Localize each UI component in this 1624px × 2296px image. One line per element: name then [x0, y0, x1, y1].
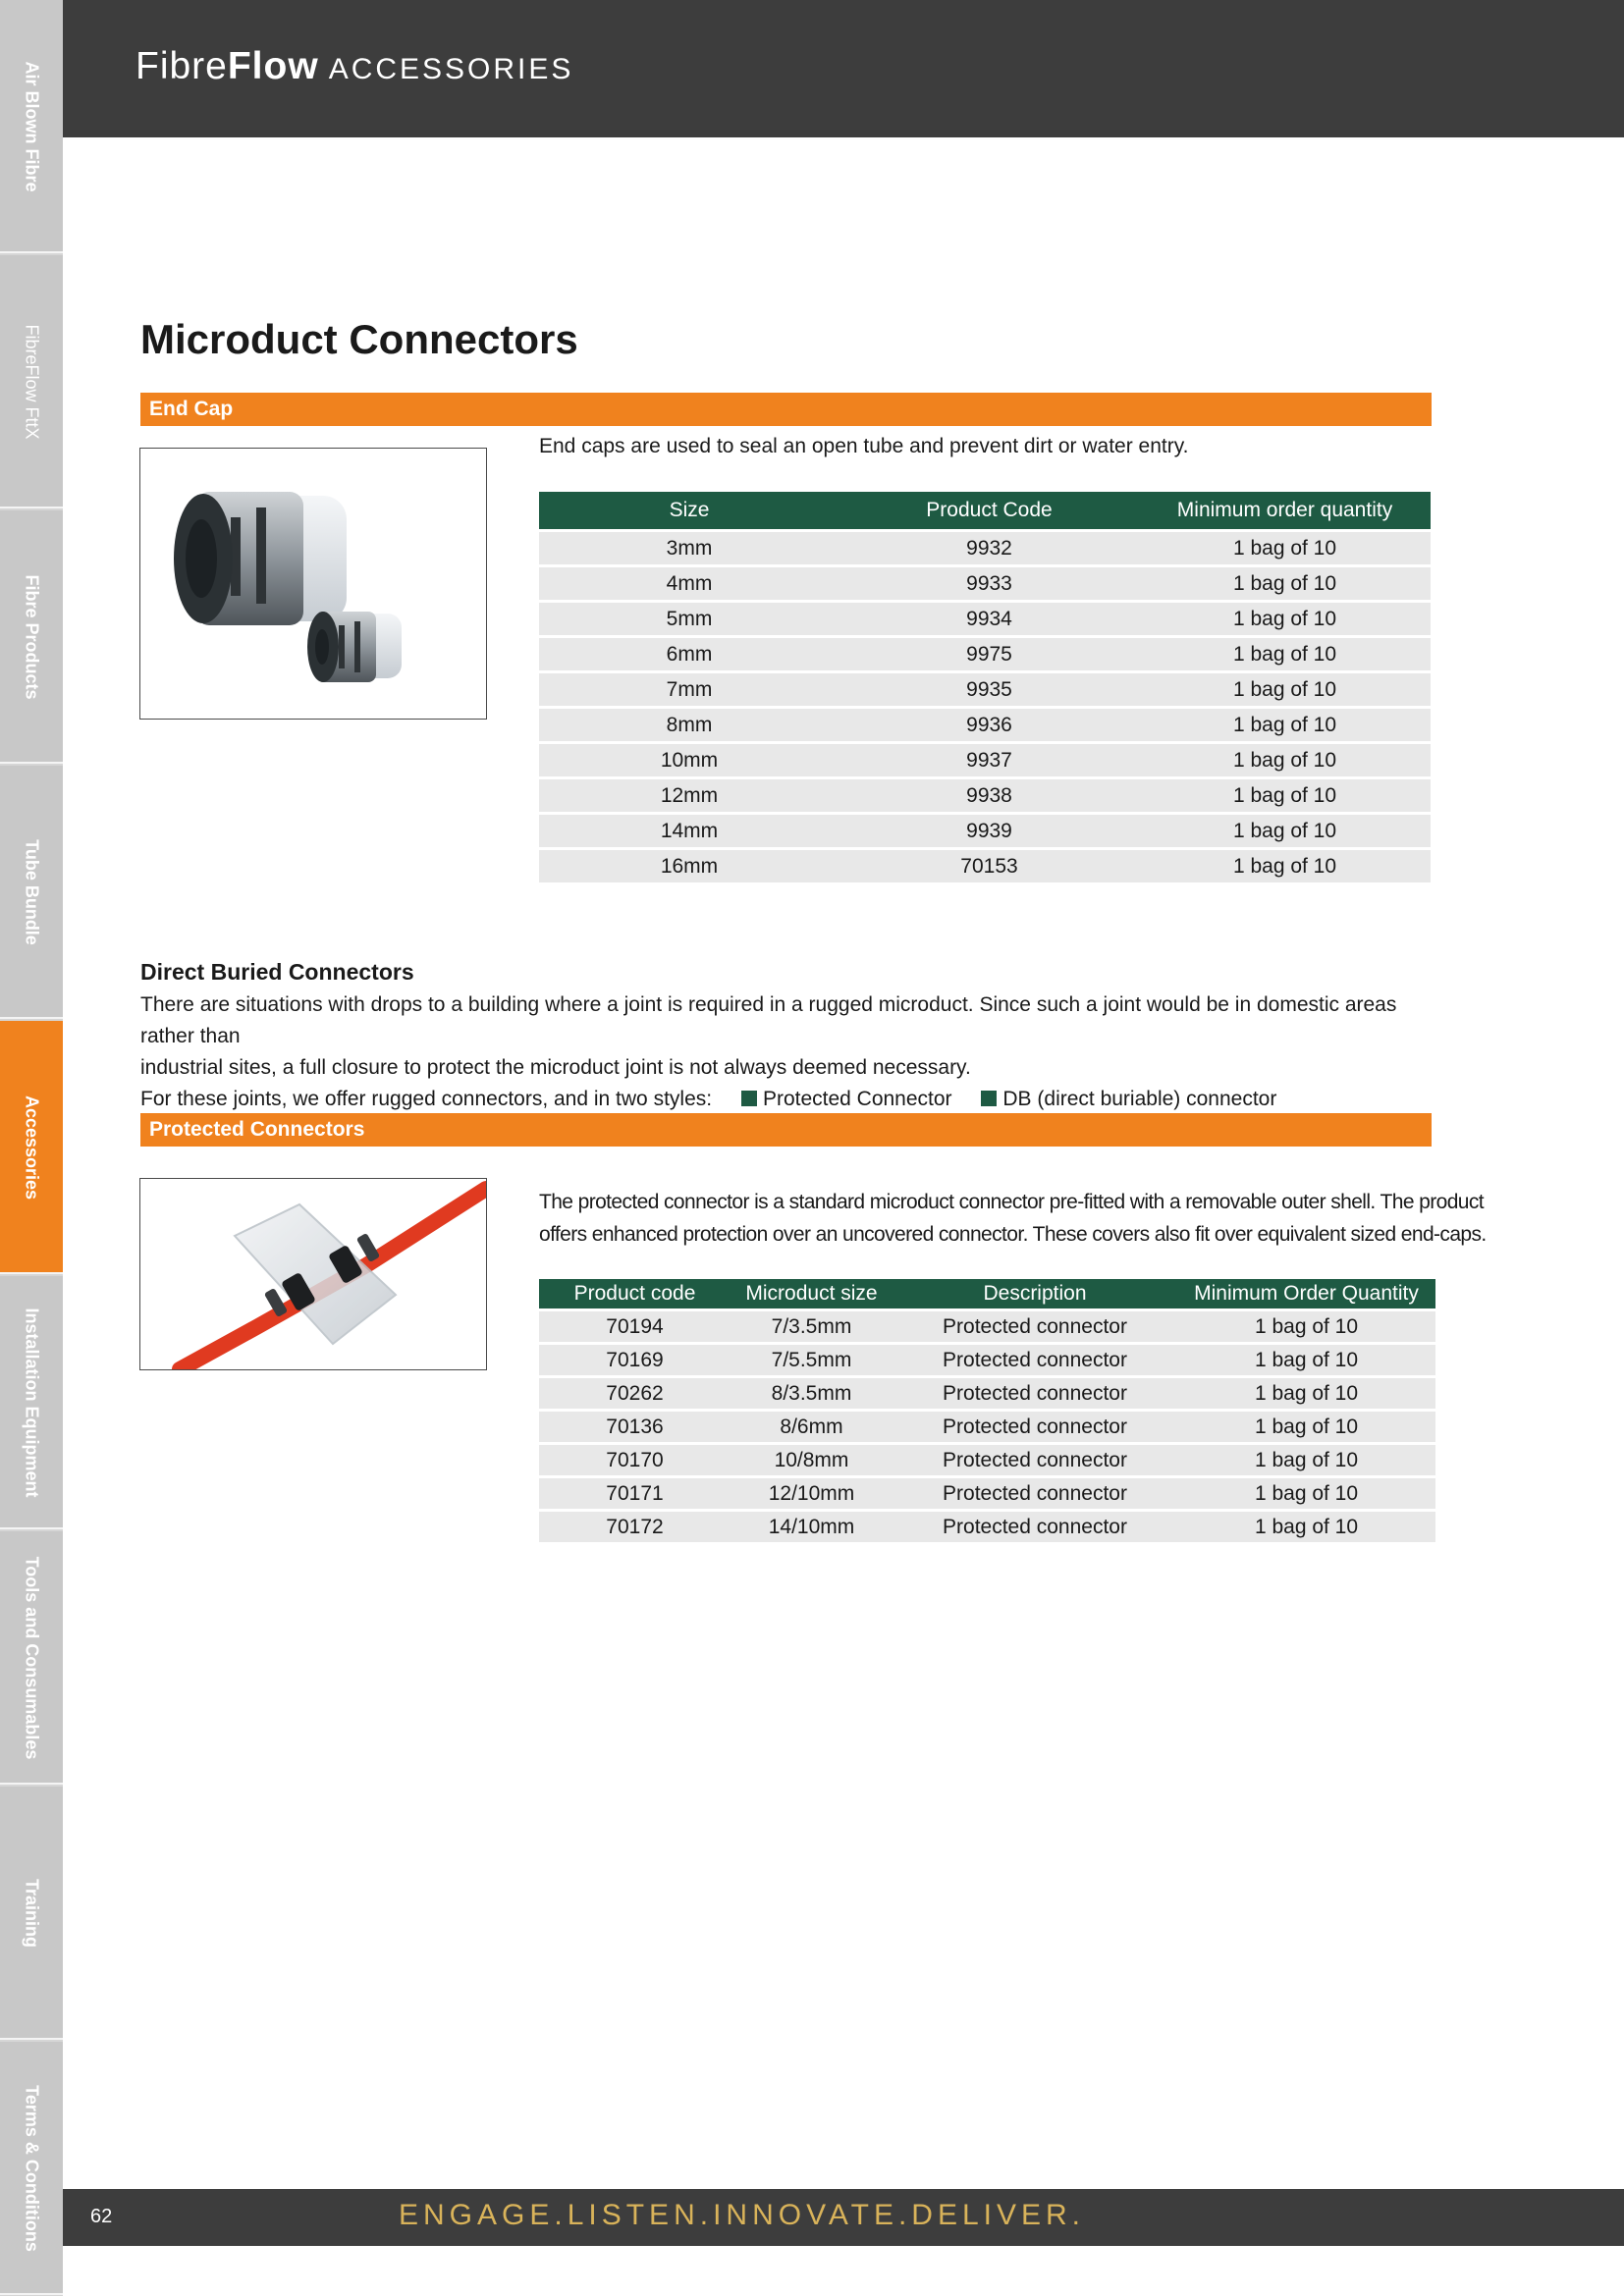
- table-row: [539, 1345, 1435, 1375]
- table-cell: 1 bag of 10: [1177, 1512, 1435, 1542]
- table-row: [539, 673, 1431, 706]
- table-cell: 8/6mm: [731, 1412, 893, 1442]
- table-cell: Protected connector: [893, 1378, 1177, 1409]
- table-cell: 1 bag of 10: [1139, 779, 1431, 812]
- column-header: Microduct size: [731, 1279, 893, 1308]
- style-option-protected: [741, 1088, 952, 1110]
- table-row: [539, 779, 1431, 812]
- table-cell: 9938: [839, 779, 1139, 812]
- column-header: Product Code: [839, 492, 1139, 529]
- table-cell: 9937: [839, 744, 1139, 776]
- brand-part1: Fibre: [135, 45, 228, 87]
- table-cell: 70171: [539, 1478, 731, 1509]
- table-cell: 10mm: [539, 744, 839, 776]
- column-header: Minimum Order Quantity: [1177, 1279, 1435, 1308]
- table-cell: 5mm: [539, 603, 839, 635]
- table-row: [539, 1445, 1435, 1475]
- table-row: [539, 603, 1431, 635]
- table-cell: 9939: [839, 815, 1139, 847]
- table-cell: 1 bag of 10: [1139, 567, 1431, 600]
- table-cell: 1 bag of 10: [1139, 638, 1431, 670]
- side-tab-accessories[interactable]: [0, 1021, 63, 1274]
- table-header-row: [539, 492, 1431, 529]
- table-cell: 8mm: [539, 709, 839, 741]
- brand-part2: Flow: [227, 45, 319, 87]
- table-cell: 1 bag of 10: [1139, 744, 1431, 776]
- table-cell: 7/5.5mm: [731, 1345, 893, 1375]
- table-cell: 1 bag of 10: [1139, 815, 1431, 847]
- column-header: Minimum order quantity: [1139, 492, 1431, 529]
- table-cell: 70153: [839, 850, 1139, 882]
- page-title: Microduct Connectors: [140, 316, 578, 362]
- table-row: [539, 815, 1431, 847]
- style-label: DB (direct buriable) connector: [1002, 1088, 1277, 1110]
- side-tab-label: Accessories: [22, 1095, 42, 1201]
- side-tab-label: Training: [22, 1878, 42, 1949]
- side-tab-label: Tube Bundle: [22, 839, 42, 945]
- table-cell: 1 bag of 10: [1177, 1345, 1435, 1375]
- brand-title: [135, 45, 573, 88]
- table-row: [539, 1412, 1435, 1442]
- side-tab-tube-bundle[interactable]: [0, 766, 63, 1019]
- table-row: [539, 709, 1431, 741]
- page-footer: [63, 2189, 1624, 2246]
- table-cell: 12mm: [539, 779, 839, 812]
- table-cell: Protected connector: [893, 1512, 1177, 1542]
- table-cell: 70194: [539, 1311, 731, 1342]
- side-tab-air-blown-fibre[interactable]: [0, 0, 63, 253]
- table-cell: 14mm: [539, 815, 839, 847]
- table-header-row: [539, 1279, 1435, 1308]
- side-tab-label: Terms & Conditions: [22, 2085, 42, 2252]
- table-cell: Protected connector: [893, 1345, 1177, 1375]
- page-header: [63, 0, 1624, 137]
- table-row: [539, 850, 1431, 882]
- table-cell: 70262: [539, 1378, 731, 1409]
- table-row: [539, 567, 1431, 600]
- table-cell: Protected connector: [893, 1445, 1177, 1475]
- protected-connector-image: [140, 1179, 486, 1369]
- side-tab-label: FibreFlow FttX: [22, 324, 42, 440]
- table-row: [539, 1512, 1435, 1542]
- end-cap-image: [140, 449, 486, 719]
- table-cell: 1 bag of 10: [1177, 1378, 1435, 1409]
- table-cell: Protected connector: [893, 1412, 1177, 1442]
- section-bar-protected-connectors: [140, 1113, 1432, 1147]
- table-cell: 9935: [839, 673, 1139, 706]
- table-cell: 1 bag of 10: [1177, 1445, 1435, 1475]
- table-cell: 1 bag of 10: [1139, 532, 1431, 564]
- intro-line: The protected connector is a standard microduct connector pre-fitted with a removable outer shell. The product: [539, 1191, 1484, 1213]
- table-cell: 4mm: [539, 567, 839, 600]
- column-header: Size: [539, 492, 839, 529]
- table-cell: Protected connector: [893, 1311, 1177, 1342]
- table-row: [539, 532, 1431, 564]
- table-cell: 7mm: [539, 673, 839, 706]
- protected-intro: [539, 1186, 1487, 1251]
- side-tab-fibreflow-fttx[interactable]: [0, 255, 63, 508]
- style-option-db: [981, 1088, 1276, 1110]
- table-cell: 1 bag of 10: [1139, 709, 1431, 741]
- table-row: [539, 1478, 1435, 1509]
- table-cell: 1 bag of 10: [1177, 1412, 1435, 1442]
- table-cell: 70136: [539, 1412, 731, 1442]
- table-cell: 9932: [839, 532, 1139, 564]
- page-number: 62: [90, 2206, 113, 2227]
- table-cell: 12/10mm: [731, 1478, 893, 1509]
- body-line-styles: [140, 1084, 1446, 1115]
- table-cell: 6mm: [539, 638, 839, 670]
- table-cell: 70172: [539, 1512, 731, 1542]
- table-cell: 9936: [839, 709, 1139, 741]
- end-cap-photo: [139, 448, 487, 720]
- section-heading: Protected Connectors: [149, 1118, 365, 1141]
- side-tab-tools-and-consumables[interactable]: [0, 1531, 63, 1785]
- body-line: industrial sites, a full closure to protect the microduct joint is not always deemed necessary.: [140, 1056, 971, 1079]
- side-tab-label: Fibre Products: [22, 574, 42, 700]
- table-cell: 10/8mm: [731, 1445, 893, 1475]
- side-tab-installation-equipment[interactable]: [0, 1276, 63, 1529]
- side-tab-label: Tools and Consumables: [22, 1556, 42, 1760]
- intro-line: offers enhanced protection over an uncovered connector. These covers also fit over equivalent sized end-caps.: [539, 1223, 1487, 1246]
- section-heading: End Cap: [149, 398, 234, 420]
- green-square-bullet-icon: [741, 1091, 757, 1106]
- green-square-bullet-icon: [981, 1091, 997, 1106]
- table-cell: 1 bag of 10: [1177, 1311, 1435, 1342]
- column-header: Product code: [539, 1279, 731, 1308]
- table-cell: Protected connector: [893, 1478, 1177, 1509]
- end-cap-table: [539, 489, 1431, 885]
- table-row: [539, 638, 1431, 670]
- side-tab-fibre-products[interactable]: [0, 510, 63, 764]
- table-cell: 70170: [539, 1445, 731, 1475]
- table-cell: 3mm: [539, 532, 839, 564]
- table-cell: 16mm: [539, 850, 839, 882]
- body-text: For these joints, we offer rugged connectors, and in two styles:: [140, 1088, 713, 1110]
- table-row: [539, 1311, 1435, 1342]
- table-cell: 1 bag of 10: [1139, 850, 1431, 882]
- table-cell: 1 bag of 10: [1139, 603, 1431, 635]
- side-tab-training[interactable]: [0, 1787, 63, 2040]
- section-name: ACCESSORIES: [328, 53, 574, 85]
- style-label: Protected Connector: [762, 1088, 952, 1110]
- side-tab-strip: [0, 0, 63, 2296]
- direct-buried-body: [140, 989, 1446, 1115]
- table-cell: 9934: [839, 603, 1139, 635]
- table-cell: 9933: [839, 567, 1139, 600]
- table-cell: 70169: [539, 1345, 731, 1375]
- table-cell: 9975: [839, 638, 1139, 670]
- direct-buried-heading: Direct Buried Connectors: [140, 959, 414, 985]
- table-row: [539, 744, 1431, 776]
- table-cell: 14/10mm: [731, 1512, 893, 1542]
- side-tab-terms-and-conditions[interactable]: [0, 2042, 63, 2295]
- side-tab-label: Air Blown Fibre: [22, 61, 42, 192]
- table-cell: 8/3.5mm: [731, 1378, 893, 1409]
- table-cell: 1 bag of 10: [1177, 1478, 1435, 1509]
- column-header: Description: [893, 1279, 1177, 1308]
- protected-connector-table: [539, 1276, 1435, 1545]
- table-cell: 7/3.5mm: [731, 1311, 893, 1342]
- protected-connector-photo: [139, 1178, 487, 1370]
- side-tab-label: Installation Equipment: [22, 1308, 42, 1498]
- table-row: [539, 1378, 1435, 1409]
- section-bar-end-cap: [140, 393, 1432, 426]
- footer-tagline: ENGAGE.LISTEN.INNOVATE.DELIVER.: [399, 2199, 1086, 2231]
- end-cap-intro: End caps are used to seal an open tube and prevent dirt or water entry.: [539, 435, 1189, 457]
- table-cell: 1 bag of 10: [1139, 673, 1431, 706]
- body-line: There are situations with drops to a building where a joint is required in a rugged microduct. Since such a joint would be in domestic areas rather than: [140, 993, 1397, 1047]
